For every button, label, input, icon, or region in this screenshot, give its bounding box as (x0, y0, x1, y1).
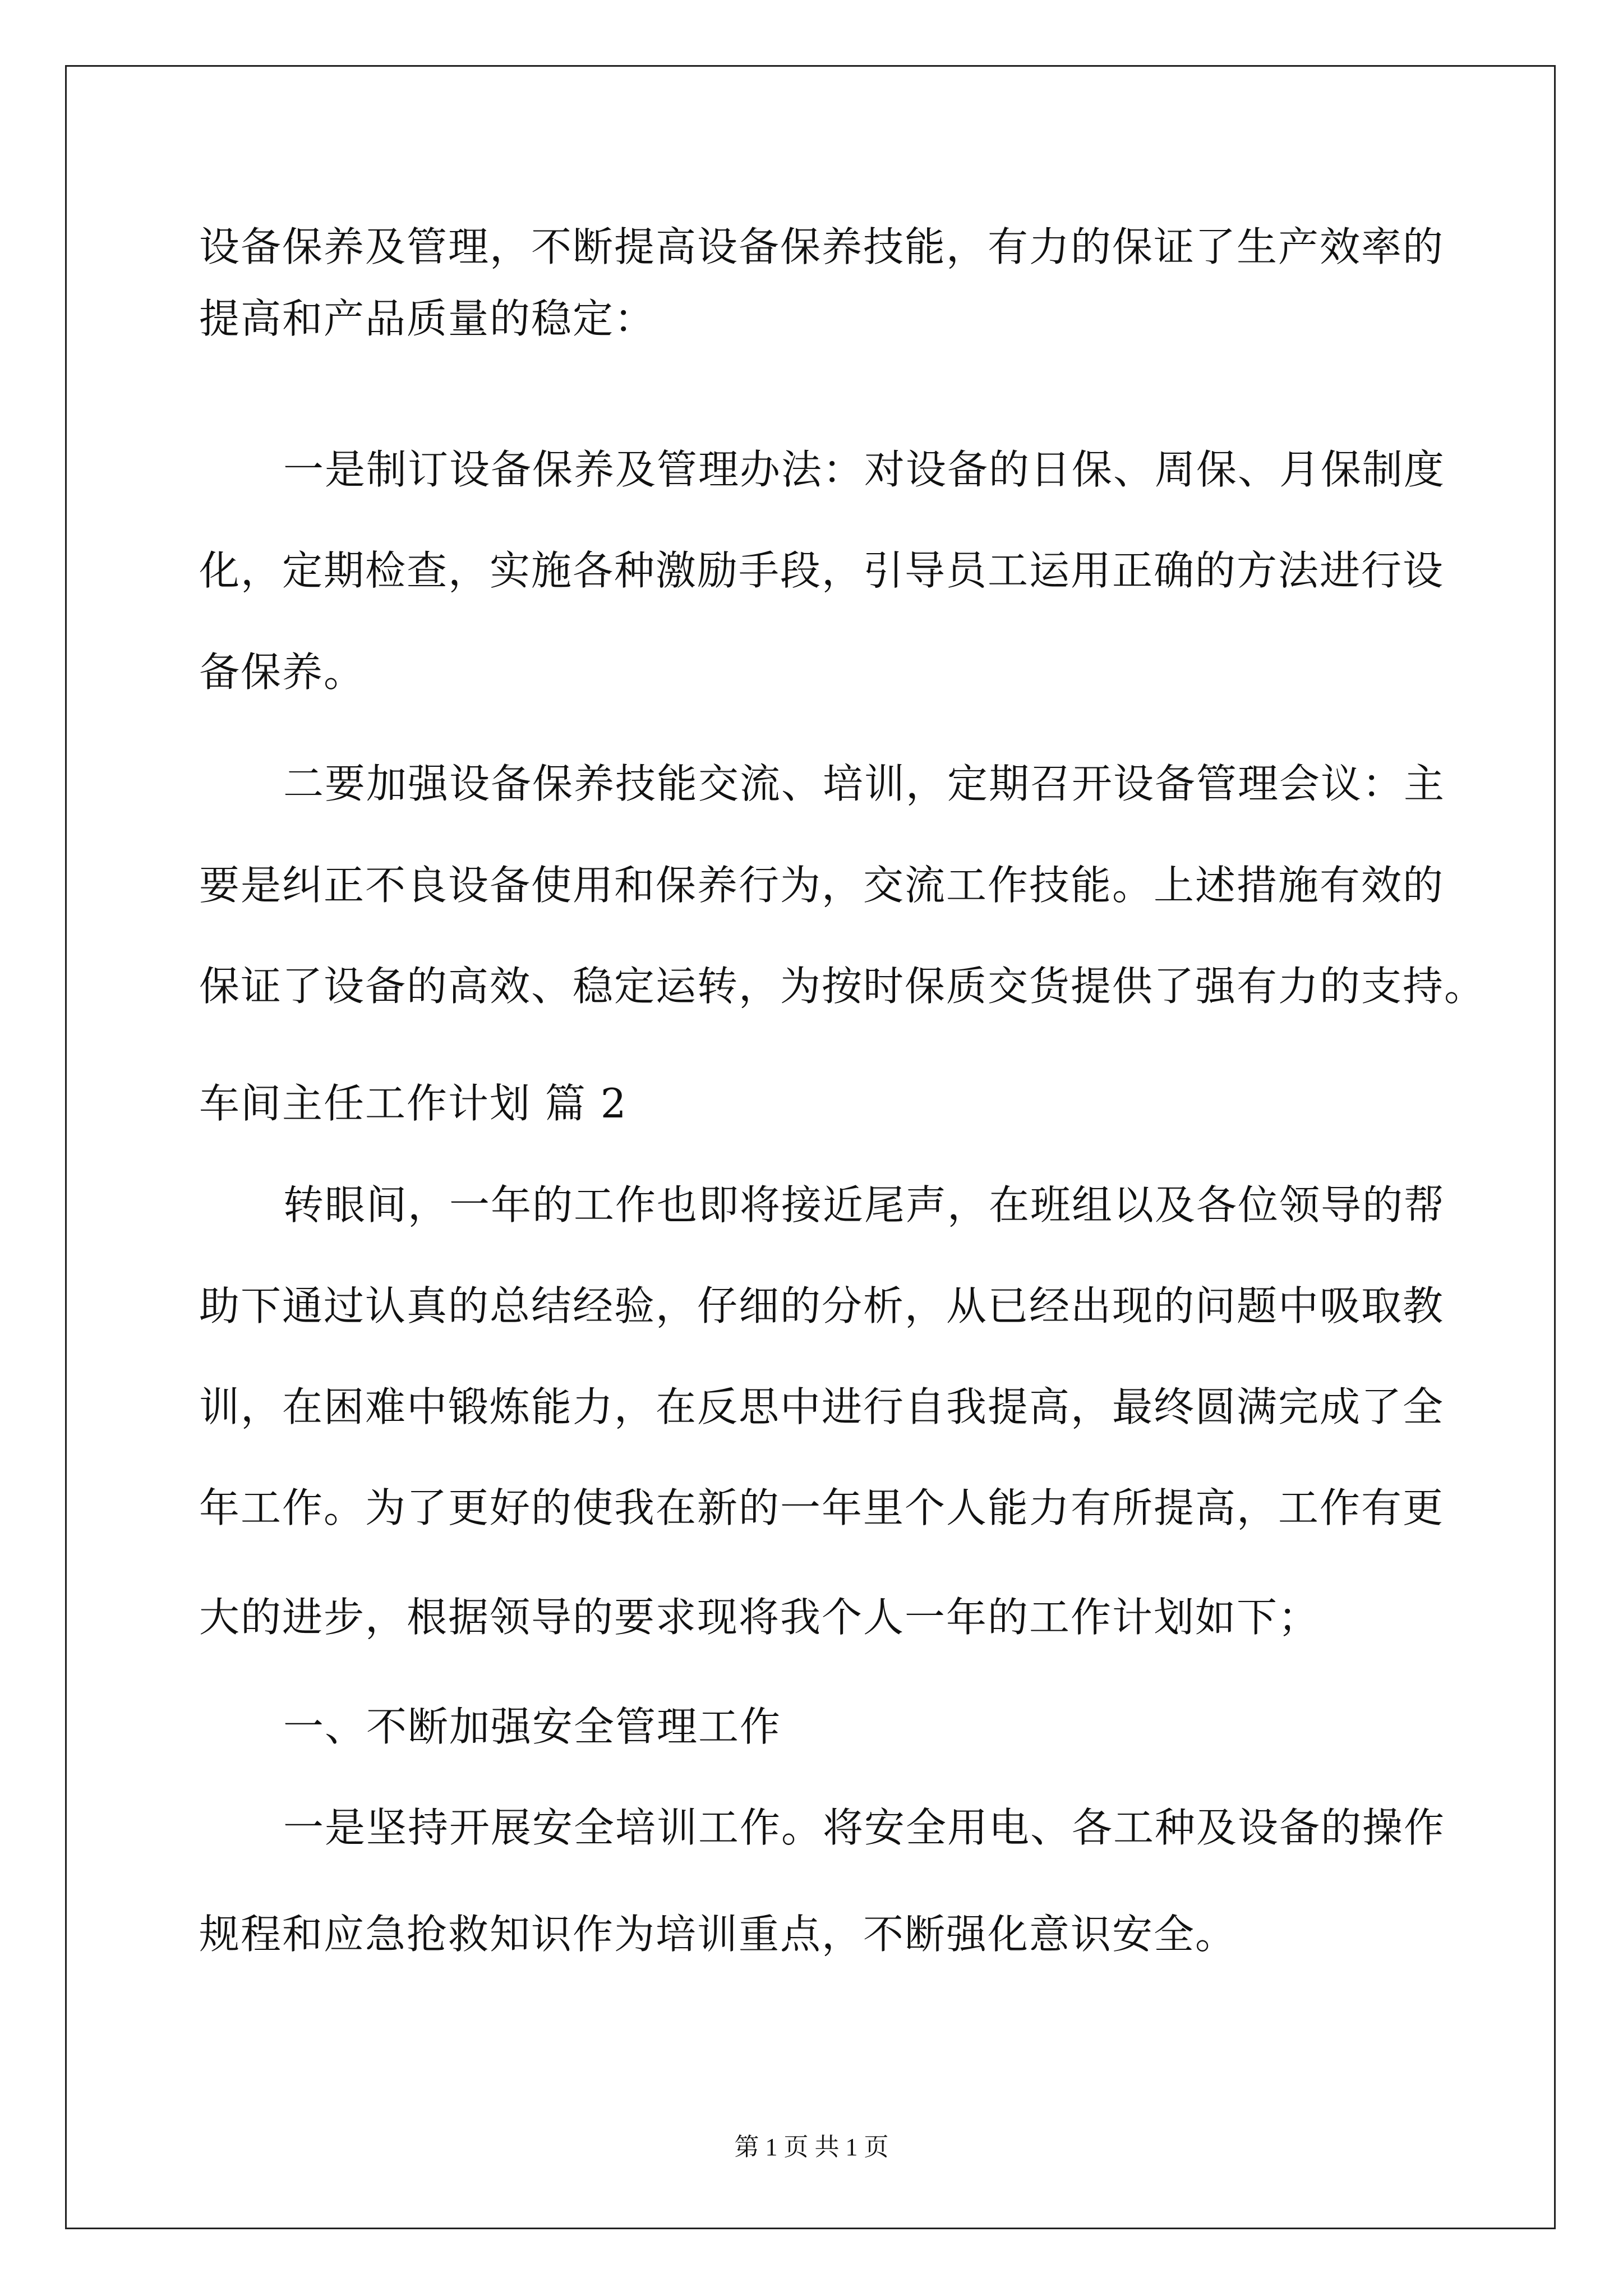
text-line: 二要加强设备保养技能交流、培训，定期召开设备管理会议：主 (283, 760, 1446, 807)
text-line: 保证了设备的高效、稳定运转，为按时保质交货提供了强有力的支持。 (199, 963, 1486, 1010)
text-line: 设备保养及管理，不断提高设备保养技能，有力的保证了生产效率的 (199, 223, 1445, 270)
text-line: 一是坚持开展安全培训工作。将安全用电、各工种及设备的操作 (283, 1804, 1446, 1851)
text-line: 转眼间，一年的工作也即将接近尾声，在班组以及各位领导的帮 (283, 1181, 1446, 1228)
text-line: 训，在困难中锻炼能力，在反思中进行自我提高，最终圆满完成了全 (199, 1383, 1445, 1430)
text-line: 规程和应急抢救知识作为培训重点，不断强化意识安全。 (199, 1911, 1237, 1958)
subheading: 一、不断加强安全管理工作 (283, 1703, 782, 1750)
page-border (65, 65, 1556, 2229)
text-line: 一是制订设备保养及管理办法：对设备的日保、周保、月保制度 (283, 446, 1446, 493)
text-line: 化，定期检查，实施各种激励手段，引导员工运用正确的方法进行设 (199, 547, 1445, 594)
text-line: 要是纠正不良设备使用和保养行为，交流工作技能。上述措施有效的 (199, 862, 1445, 909)
text-line: 提高和产品质量的稳定： (199, 295, 656, 342)
text-line: 大的进步，根据领导的要求现将我个人一年的工作计划如下； (199, 1594, 1320, 1641)
section-heading: 车间主任工作计划 篇 2 (199, 1080, 628, 1127)
text-line: 助下通过认真的总结经验，仔细的分析，从已经出现的问题中吸取教 (199, 1282, 1445, 1329)
text-line: 备保养。 (199, 648, 366, 696)
text-line: 年工作。为了更好的使我在新的一年里个人能力有所提高，工作有更 (199, 1484, 1445, 1531)
page-footer: 第 1 页 共 1 页 (734, 2133, 889, 2161)
